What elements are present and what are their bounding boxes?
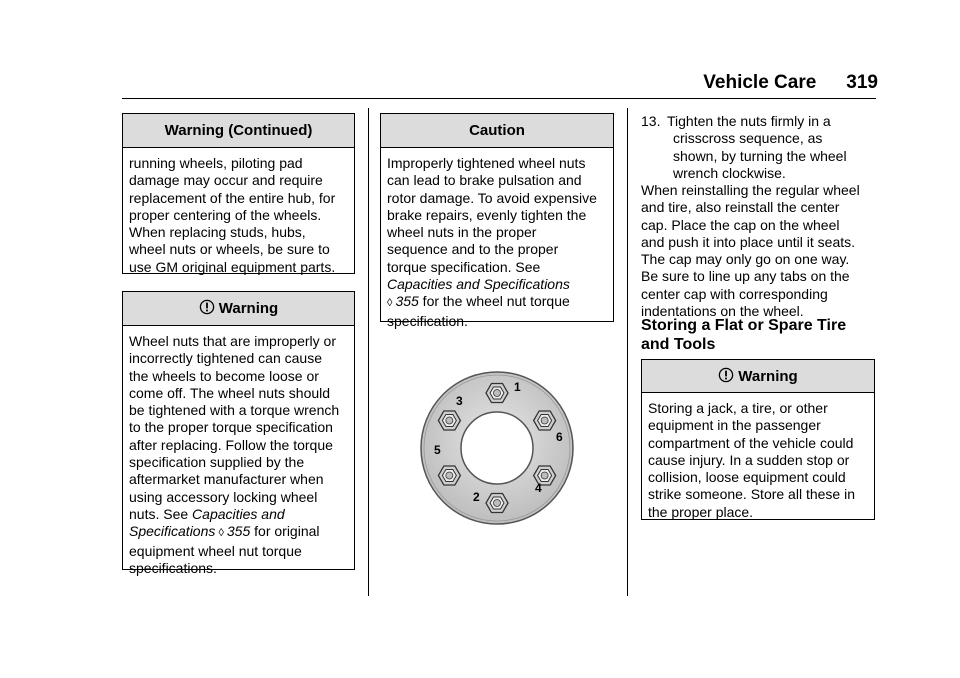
text-line: cap. Place the cap on the wheel (641, 216, 840, 233)
text-line: rotor damage. To avoid expensive (387, 189, 597, 206)
lug-nut (534, 411, 556, 430)
text-line: using accessory locking wheel (129, 488, 318, 505)
text-line: wrench clockwise. (673, 164, 786, 181)
step-13 (641, 113, 877, 182)
column-divider-right (627, 108, 628, 596)
xref-page[interactable]: 355 (395, 293, 419, 310)
lug-nut (486, 493, 508, 512)
heading-line: Storing a Flat or Spare Tire (641, 317, 847, 334)
warning-continued-box (122, 113, 355, 274)
page-reference-icon: ◊ (387, 297, 393, 310)
text-line: cause injury. In a sudden stop or (648, 451, 850, 468)
text-line (387, 293, 607, 312)
text-line: specifications. (129, 559, 217, 576)
page-number: 319 (846, 72, 878, 93)
text-line: to the proper torque specification (129, 419, 333, 436)
text-line: be tightened with a torque wrench (129, 402, 340, 419)
text-line: specification supplied by the (129, 454, 305, 471)
text-line: can lead to brake pulsation and (387, 172, 582, 189)
text-line: aftermarket manufacturer when (129, 471, 324, 488)
lug-nut (438, 466, 460, 485)
text-line (129, 523, 348, 542)
text-line: sequence and to the proper (387, 241, 559, 258)
text-line: crisscross sequence, as (673, 130, 823, 147)
text-line: incorrectly tightened can cause (129, 350, 322, 367)
warning-symbol-icon (199, 299, 215, 315)
text-line: compartment of the vehicle could (648, 434, 854, 451)
text-line: Improperly tightened wheel nuts (387, 155, 586, 171)
page-header (703, 72, 878, 94)
lug-nut (486, 383, 508, 402)
text-line: The cap may only go on one way. (641, 251, 850, 268)
nut-label-3: 3 (456, 394, 463, 408)
text-line: When reinstalling the regular wheel (641, 182, 860, 198)
text-line: equipment in the passenger (648, 417, 821, 434)
text-line: center cap with corresponding (641, 285, 828, 302)
warning-title: Warning (738, 368, 798, 385)
lug-nut-sequence-diagram (418, 368, 578, 528)
text-line: specification. (387, 312, 468, 329)
warning-continued-text (123, 148, 354, 276)
text-line: strike someone. Store all these in (648, 486, 855, 503)
text-line: shown, by turning the wheel (673, 147, 847, 164)
warning-title: Warning (218, 300, 279, 317)
text-line: torque specification. See (387, 258, 541, 275)
text-line: Wheel nuts that are improperly or (129, 333, 336, 349)
section-title: Vehicle Care (703, 72, 817, 93)
caution-title: Caution (381, 114, 613, 148)
text-line: indentations on the wheel. (641, 303, 804, 320)
center-cap-paragraph (641, 182, 877, 320)
see-prefix: nuts. See (129, 505, 193, 522)
text-line: Storing a jack, a tire, or other (648, 400, 828, 416)
step-number: 13. (641, 113, 661, 129)
text-line (129, 506, 348, 523)
warning-continued-title: Warning (Continued) (123, 114, 354, 148)
text-line: equipment wheel nut torque (129, 542, 302, 559)
text-line: proper centering of the wheels. (129, 206, 322, 223)
text-line: use GM original equipment parts. (129, 258, 336, 275)
warning-header (642, 360, 874, 393)
text-line: and push it into place until it seats. (641, 233, 856, 250)
nut-label-1: 1 (514, 380, 521, 394)
storage-warning-text (642, 393, 874, 521)
section-heading (641, 316, 877, 354)
column-divider-left (368, 108, 369, 596)
xref-title-2[interactable]: Specifications (129, 523, 216, 540)
hub-center-bore (461, 412, 533, 484)
text-line: wheel nuts or wheels, be sure to (129, 241, 330, 258)
warning-symbol-icon (718, 367, 734, 383)
page-reference-icon: ◊ (215, 527, 224, 540)
text-line: wheel nuts in the proper (387, 224, 537, 241)
text-line: collision, loose equipment could (648, 469, 846, 486)
text-line: the wheels to become loose or (129, 367, 319, 384)
after-xref: for the wheel nut torque (418, 293, 570, 310)
header-rule (122, 98, 876, 99)
text-line: Tighten the nuts firmly in a (667, 113, 831, 129)
warning-header (123, 292, 354, 326)
text-line: brake repairs, evenly tighten the (387, 206, 587, 223)
xref-page[interactable]: 355 (226, 523, 251, 540)
storage-warning-box (641, 359, 875, 520)
caution-text (381, 148, 613, 330)
nut-label-2: 2 (473, 490, 480, 504)
nut-label-6: 6 (556, 430, 563, 444)
lug-nut (438, 411, 460, 430)
wheel-nut-warning-box (122, 291, 355, 576)
text-line: Be sure to line up any tabs on the (641, 268, 850, 285)
text-line: replacement of the entire hub, for (129, 189, 336, 206)
after-xref: for original (250, 523, 320, 540)
text-line: damage may occur and require (129, 172, 323, 189)
text-line: the proper place. (648, 503, 754, 520)
xref-title[interactable]: Capacities and Specifications (387, 276, 570, 293)
wheel-nut-warning-text (123, 326, 354, 577)
text-line: after replacing. Follow the torque (129, 436, 333, 453)
text-line: come off. The wheel nuts should (129, 384, 331, 401)
text-line: When replacing studs, hubs, (129, 224, 306, 241)
text-line: running wheels, piloting pad (129, 155, 303, 171)
heading-line: and Tools (641, 336, 716, 353)
nut-label-5: 5 (434, 443, 441, 457)
nut-label-4: 4 (535, 481, 542, 495)
text-line: and tire, also reinstall the center (641, 199, 840, 216)
caution-box (380, 113, 614, 329)
xref-title-1[interactable]: Capacities and (192, 505, 285, 522)
